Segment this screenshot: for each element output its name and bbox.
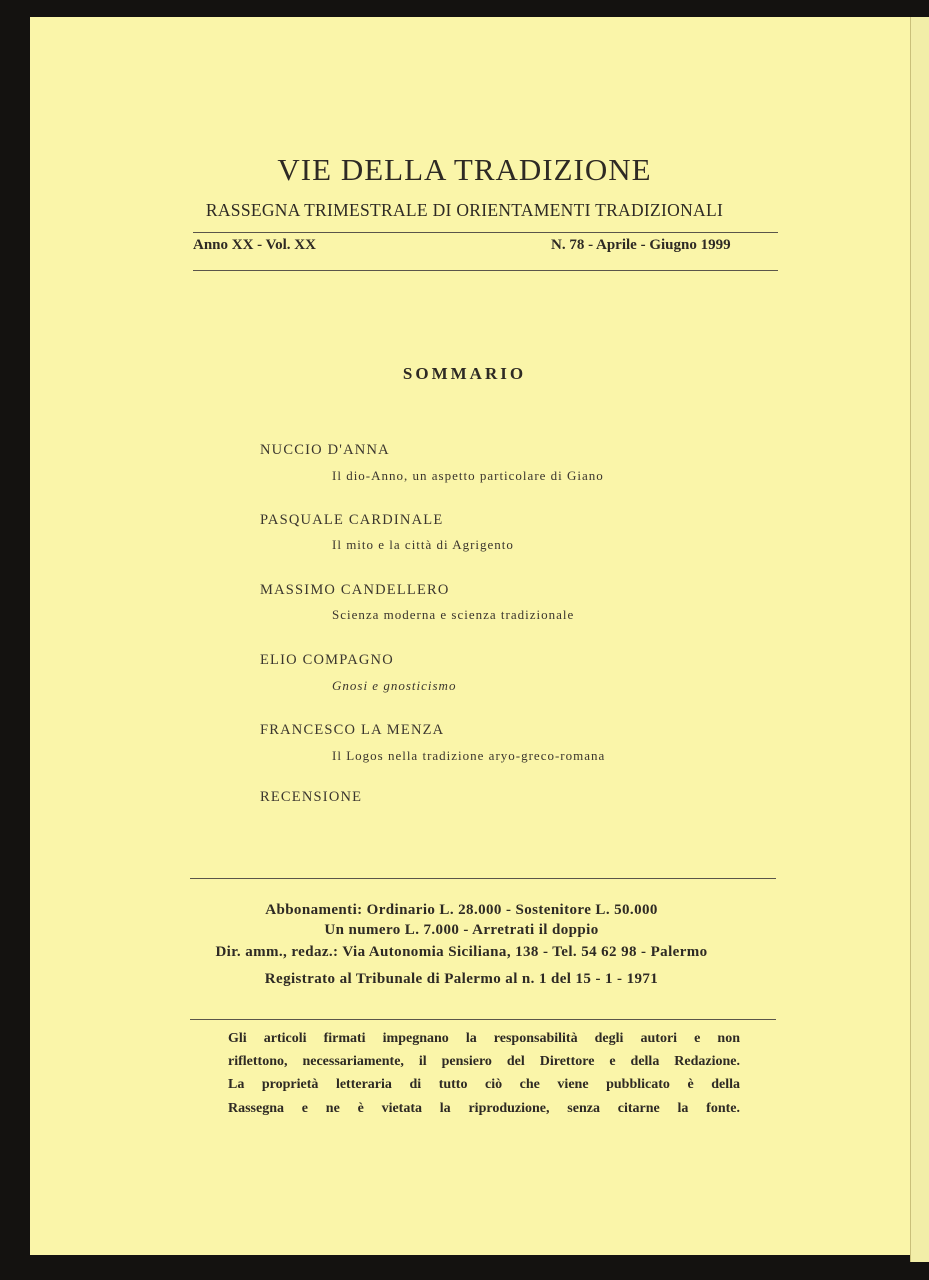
review-label: RECENSIONE [260, 789, 363, 805]
divider [190, 1019, 776, 1020]
divider [193, 232, 778, 233]
volume-info: Anno XX - Vol. XX [193, 237, 316, 253]
entry-author: ELIO COMPAGNO [260, 652, 394, 668]
subscription-line: Un numero L. 7.000 - Arretrati il doppio [324, 922, 599, 938]
entry-title: Scienza moderna e scienza tradizionale [332, 607, 575, 622]
disclaimer-line: Rassegna e ne è vietata la riproduzione, senza citarne la fonte. [228, 1101, 740, 1116]
issue-info: N. 78 - Aprile - Giugno 1999 [551, 237, 731, 253]
entry-title: Il dio-Anno, un aspetto particolare di Giano [332, 468, 604, 483]
disclaimer-line: riflettono, necessariamente, il pensiero del Direttore e della Redazione. [228, 1054, 740, 1069]
entry-title: Il Logos nella tradizione aryo-greco-romana [332, 748, 606, 763]
entry-author: NUCCIO D'ANNA [260, 442, 390, 458]
entry-title: Gnosi e gnosticismo [332, 678, 457, 693]
entry-author: PASQUALE CARDINALE [260, 512, 444, 528]
divider [193, 270, 778, 271]
disclaimer-line: La proprietà letteraria di tutto ciò che viene pubblicato è della [228, 1077, 740, 1092]
address-line: Dir. amm., redaz.: Via Autonomia Siciliana, 138 - Tel. 54 62 98 - Palermo [215, 944, 708, 960]
disclaimer-line: Gli articoli firmati impegnano la responsabilità degli autori e non [228, 1031, 740, 1046]
journal-title: VIE DELLA TRADIZIONE [277, 152, 652, 187]
divider [190, 878, 776, 879]
registration-line: Registrato al Tribunale di Palermo al n. 1 del 15 - 1 - 1971 [264, 971, 659, 987]
entry-author: MASSIMO CANDELLERO [260, 582, 450, 598]
subscription-line: Abbonamenti: Ordinario L. 28.000 - Sostenitore L. 50.000 [265, 902, 658, 918]
summary-heading: SOMMARIO [402, 364, 527, 383]
journal-subtitle: RASSEGNA TRIMESTRALE DI ORIENTAMENTI TRADIZIONALI [205, 200, 724, 220]
entry-author: FRANCESCO LA MENZA [260, 722, 445, 738]
entry-title: Il mito e la città di Agrigento [332, 537, 514, 552]
